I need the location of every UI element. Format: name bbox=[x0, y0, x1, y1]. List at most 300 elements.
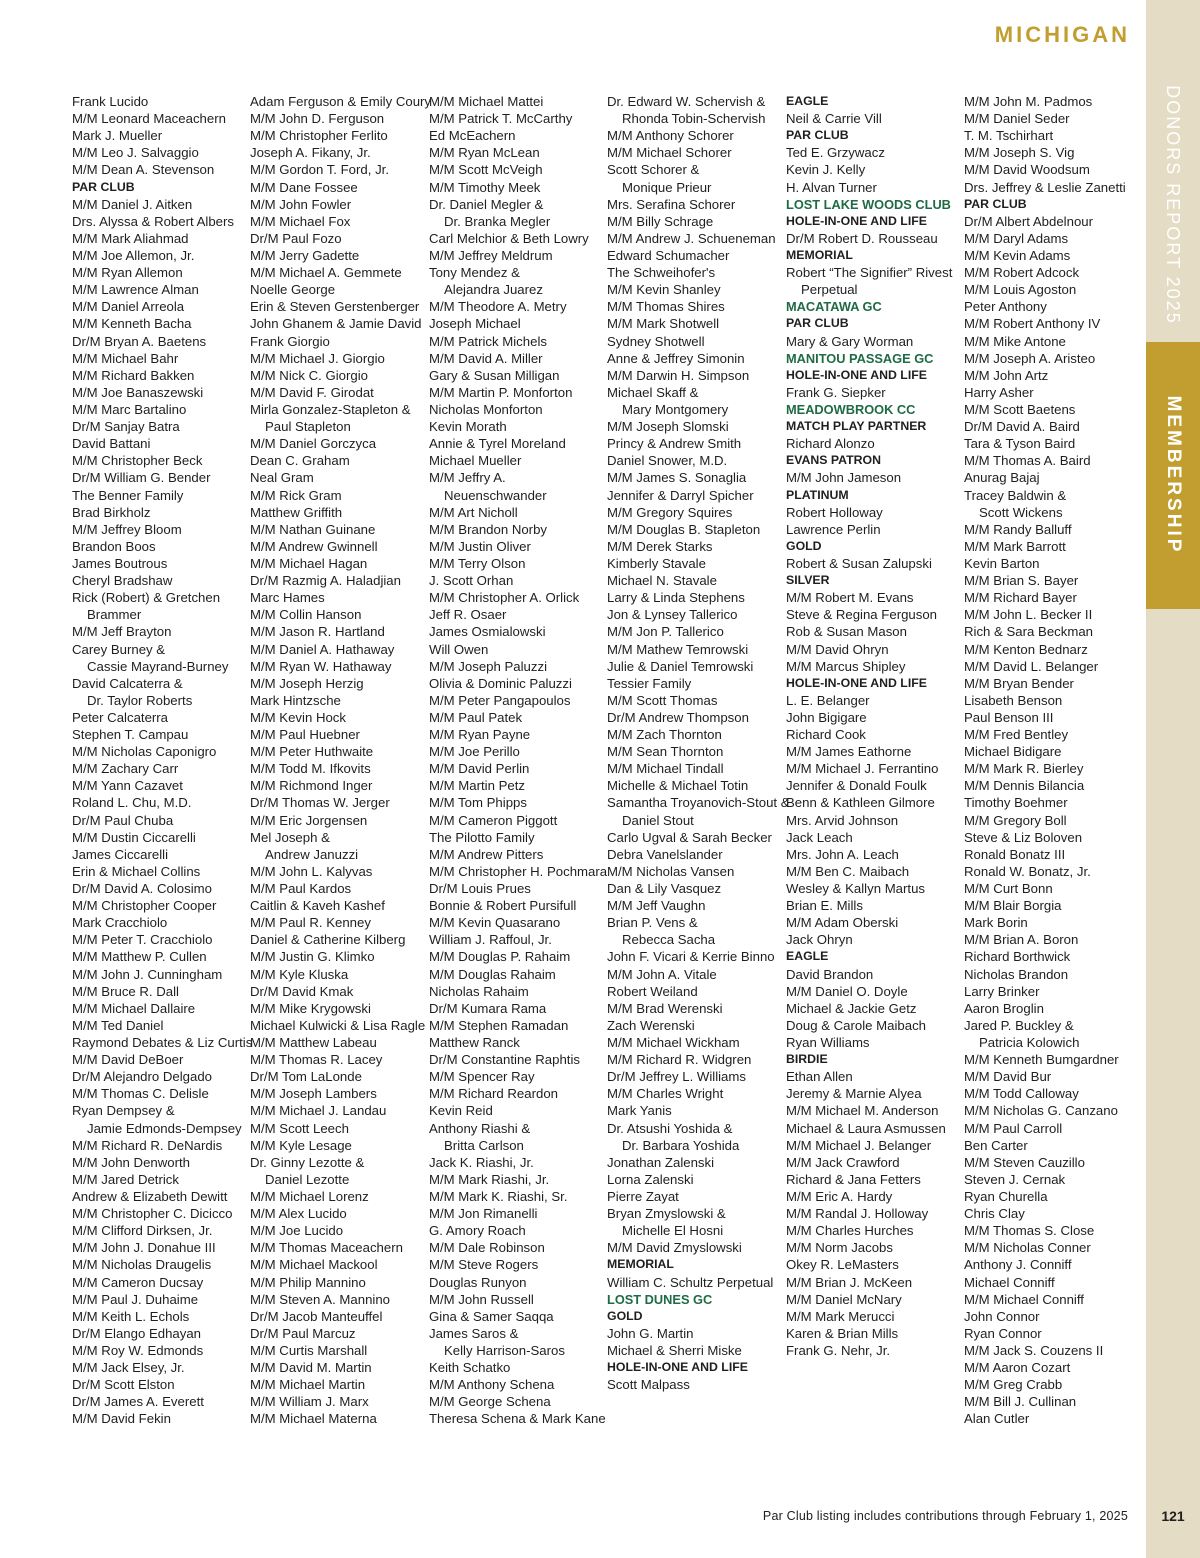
donor-name: G. Amory Roach bbox=[429, 1223, 526, 1239]
donor-name: Mary & Gary Worman bbox=[786, 333, 914, 349]
donor-name: M/M David DeBoer bbox=[72, 1052, 184, 1068]
donor-name: Roland L. Chu, M.D. bbox=[72, 795, 192, 811]
donor-name: Michael & Laura Asmussen bbox=[786, 1120, 946, 1136]
donor-name: M/M Eric Jorgensen bbox=[250, 812, 368, 828]
donor-name: James Osmialowski bbox=[429, 624, 546, 640]
giving-level-heading: EVANS PATRON bbox=[786, 453, 881, 468]
donor-name: M/M Michael Hagan bbox=[250, 555, 368, 571]
donor-name: Ryan Churella bbox=[964, 1189, 1048, 1204]
donor-name: Princy & Andrew Smith bbox=[607, 436, 742, 452]
donor-name: Mark Borin bbox=[964, 915, 1028, 931]
donor-name: M/M Scott McVeigh bbox=[429, 162, 543, 178]
donor-name-continued: Britta Carlson bbox=[444, 1137, 524, 1153]
donor-name: The Schweihofer's bbox=[607, 265, 716, 281]
donor-name: Michael N. Stavale bbox=[607, 573, 717, 589]
donor-name: M/M David M. Martin bbox=[250, 1360, 372, 1376]
donor-name: Michael Mueller bbox=[429, 453, 522, 469]
donor-name: M/M Blair Borgia bbox=[964, 898, 1062, 914]
donor-name: M/M Jack Crawford bbox=[786, 1154, 900, 1170]
donor-name: Rich & Sara Beckman bbox=[964, 624, 1093, 640]
donor-name: M/M Nicholas Vansen bbox=[607, 863, 735, 879]
donor-name: M/M Jeff Vaughn bbox=[607, 898, 706, 914]
donor-name: T. M. Tschirhart bbox=[964, 128, 1054, 144]
donor-name: M/M Paul Carroll bbox=[964, 1120, 1063, 1136]
donor-name: M/M Christopher A. Orlick bbox=[429, 590, 580, 606]
donor-name: Dr. Ginny Lezotte & bbox=[250, 1154, 365, 1170]
donor-name: Dr/M David A. Baird bbox=[964, 419, 1080, 435]
donor-name: M/M Steven Cauzillo bbox=[964, 1154, 1085, 1170]
donor-name: M/M Daniel Arreola bbox=[72, 299, 185, 315]
giving-level-heading: PAR CLUB bbox=[964, 196, 1027, 211]
donor-name: M/M Joe Perillo bbox=[429, 744, 520, 760]
donor-name: Dr/M David Kmak bbox=[250, 983, 354, 999]
donor-name: Dan & Lily Vasquez bbox=[607, 881, 722, 897]
donor-name: Zach Werenski bbox=[607, 1017, 695, 1033]
donor-name: James Boutrous bbox=[72, 555, 168, 571]
donor-name: Dean C. Graham bbox=[250, 453, 350, 469]
donor-name: M/M Scott Thomas bbox=[607, 692, 718, 708]
donor-name: Sydney Shotwell bbox=[607, 333, 705, 349]
donor-name: Peter Calcaterra bbox=[72, 709, 169, 725]
donor-name: Doug & Carole Maibach bbox=[786, 1017, 927, 1033]
donor-name: M/M Peter Huthwaite bbox=[250, 744, 374, 760]
donor-name: M/M Michael J. Belanger bbox=[786, 1137, 932, 1153]
donor-name: M/M Brandon Norby bbox=[429, 521, 547, 537]
donor-name: Gary & Susan Milligan bbox=[429, 367, 560, 383]
donor-name: M/M John M. Padmos bbox=[964, 94, 1093, 109]
donor-name: Nicholas Brandon bbox=[964, 966, 1069, 982]
donor-name: Timothy Boehmer bbox=[964, 795, 1068, 811]
giving-level-heading: MEMORIAL bbox=[607, 1257, 674, 1272]
donor-name: Robert “The Signifier” Rivest bbox=[786, 265, 953, 281]
donor-name: M/M David L. Belanger bbox=[964, 658, 1099, 674]
donor-name: M/M Michael Mattei bbox=[429, 94, 544, 109]
donor-name-continued: Brammer bbox=[87, 607, 142, 623]
donor-name: M/M Thomas R. Lacey bbox=[250, 1052, 383, 1068]
donor-name: M/M Mark Shotwell bbox=[607, 316, 720, 332]
donor-name: M/M Paul Patek bbox=[429, 709, 523, 725]
donor-name: M/M Jason R. Hartland bbox=[250, 624, 385, 640]
donor-name: M/M John J. Donahue III bbox=[72, 1240, 216, 1256]
donor-name: Ryan Dempsey & bbox=[72, 1103, 175, 1119]
donor-name: The Pilotto Family bbox=[429, 829, 535, 845]
donor-name: Steven J. Cernak bbox=[964, 1171, 1066, 1187]
donor-name: M/M Steven A. Mannino bbox=[250, 1291, 391, 1307]
donor-name: Anne & Jeffrey Simonin bbox=[607, 350, 745, 366]
donor-name: Rick (Robert) & Gretchen bbox=[72, 590, 221, 606]
donor-name: Daniel Snower, M.D. bbox=[607, 453, 728, 469]
donor-name: Nicholas Rahaim bbox=[429, 983, 529, 999]
donor-name: Chris Clay bbox=[964, 1206, 1025, 1222]
donor-name: Frank G. Nehr, Jr. bbox=[786, 1342, 891, 1358]
donor-name: M/M Bill J. Cullinan bbox=[964, 1394, 1077, 1410]
donor-name: M/M David Fekin bbox=[72, 1411, 171, 1427]
donor-name: M/M Marc Bartalino bbox=[72, 401, 187, 417]
donor-name: M/M Jeffrey Bloom bbox=[72, 521, 182, 537]
donor-name: M/M Randy Balluff bbox=[964, 521, 1072, 537]
donor-name: Brad Birkholz bbox=[72, 504, 151, 520]
donor-name: Aaron Broglin bbox=[964, 1000, 1044, 1016]
donor-name: M/M Scott Baetens bbox=[964, 401, 1076, 417]
donor-name: Michael & Sherri Miske bbox=[607, 1342, 742, 1358]
donor-name: Michael Conniff bbox=[964, 1274, 1055, 1290]
donor-name: M/M Gregory Squires bbox=[607, 504, 733, 520]
donor-name: M/M Mark K. Riashi, Sr. bbox=[429, 1189, 568, 1204]
donor-name: John G. Martin bbox=[607, 1325, 694, 1341]
donor-name: M/M Michael Wickham bbox=[607, 1035, 740, 1051]
donor-name: Nicholas Monforton bbox=[429, 401, 543, 417]
donor-name: M/M Paul Kardos bbox=[250, 881, 352, 897]
giving-level-heading: HOLE-IN-ONE AND LIFE bbox=[607, 1360, 748, 1375]
donor-name: Drs. Jeffrey & Leslie Zanetti bbox=[964, 179, 1126, 195]
donor-name: M/M Jon Rimanelli bbox=[429, 1206, 538, 1222]
donor-name: M/M Curt Bonn bbox=[964, 881, 1053, 897]
donor-name: M/M Michael Dallaire bbox=[72, 1000, 196, 1016]
donor-name: M/M Kenneth Bacha bbox=[72, 316, 192, 332]
donor-name: M/M Jon P. Tallerico bbox=[607, 624, 724, 640]
donor-name: Frank G. Siepker bbox=[786, 384, 886, 400]
donor-name: M/M Justin G. Klimko bbox=[250, 949, 375, 965]
donor-name: Neal Gram bbox=[250, 470, 314, 486]
donor-name: Debra Vanelslander bbox=[607, 846, 723, 862]
donor-name: M/M Roy W. Edmonds bbox=[72, 1342, 204, 1358]
donor-name-continued: Jamie Edmonds-Dempsey bbox=[87, 1120, 242, 1136]
giving-level-heading: PLATINUM bbox=[786, 487, 849, 502]
donor-name: Anthony Riashi & bbox=[429, 1120, 531, 1136]
donor-name: M/M Andrew J. Schueneman bbox=[607, 230, 776, 246]
donor-name: M/M Michael Mackool bbox=[250, 1257, 378, 1273]
giving-level-heading: EAGLE bbox=[786, 94, 829, 108]
donor-name: David Calcaterra & bbox=[72, 675, 183, 691]
donor-name: Robert Holloway bbox=[786, 504, 883, 520]
donor-name-continued: Michelle El Hosni bbox=[622, 1223, 724, 1239]
donor-name: Mark Yanis bbox=[607, 1103, 672, 1119]
donor-name: Steve & Liz Boloven bbox=[964, 829, 1083, 845]
giving-level-heading: HOLE-IN-ONE AND LIFE bbox=[786, 675, 927, 690]
donor-name: M/M Douglas P. Rahaim bbox=[429, 949, 571, 965]
giving-level-heading: PAR CLUB bbox=[786, 316, 849, 331]
donor-name: M/M Joseph Herzig bbox=[250, 675, 364, 691]
donor-name: Samantha Troyanovich-Stout & bbox=[607, 795, 790, 811]
giving-level-heading: PAR CLUB bbox=[72, 179, 135, 194]
donor-name: Michael Kulwicki & Lisa Ragle bbox=[250, 1017, 426, 1033]
donor-name: M/M David Ohryn bbox=[786, 641, 889, 657]
donor-name-continued: Monique Prieur bbox=[622, 179, 712, 195]
donor-name: M/M Joseph A. Aristeo bbox=[964, 350, 1096, 366]
donor-name: M/M Jeffrey Meldrum bbox=[429, 247, 553, 263]
donor-name: M/M Kevin Hock bbox=[250, 709, 346, 725]
donor-name: M/M Dean A. Stevenson bbox=[72, 162, 215, 178]
donor-name: M/M Daniel A. Hathaway bbox=[250, 641, 395, 657]
donor-name: Erin & Steven Gerstenberger bbox=[250, 299, 420, 315]
donor-name: M/M Kyle Kluska bbox=[250, 966, 349, 982]
donor-name: M/M Michael Bahr bbox=[72, 350, 179, 366]
donor-name: M/M Cameron Piggott bbox=[429, 812, 558, 828]
donor-name: David Battani bbox=[72, 436, 151, 452]
club-heading: MACATAWA GC bbox=[786, 299, 882, 315]
donor-name: M/M Nicholas Conner bbox=[964, 1240, 1091, 1256]
donor-name: Dr/M Constantine Raphtis bbox=[429, 1052, 580, 1068]
donor-name: M/M Jared Detrick bbox=[72, 1171, 179, 1187]
donor-name: M/M Louis Agoston bbox=[964, 282, 1077, 298]
donor-name: Dr/M Paul Fozo bbox=[250, 230, 342, 246]
donor-name: M/M Daniel Gorczyca bbox=[250, 436, 377, 452]
donor-name: Mrs. Arvid Johnson bbox=[786, 812, 899, 828]
donor-name: Neil & Carrie Vill bbox=[786, 111, 882, 127]
donor-name: Dr/M Thomas W. Jerger bbox=[250, 795, 390, 811]
donor-name: M/M Andrew Gwinnell bbox=[250, 538, 378, 554]
donor-name: Olivia & Dominic Paluzzi bbox=[429, 675, 572, 691]
donor-name: M/M Christopher H. Pochmara bbox=[429, 863, 608, 879]
donor-name: Michael Bidigare bbox=[964, 744, 1062, 760]
donor-name: Brandon Boos bbox=[72, 538, 156, 554]
donor-name: M/M John Jameson bbox=[786, 470, 902, 486]
donor-name: M/M Bryan Bender bbox=[964, 675, 1074, 691]
donor-name: Jonathan Zalenski bbox=[607, 1154, 715, 1170]
donor-column-3 bbox=[429, 93, 607, 1428]
donor-name: John Bigigare bbox=[786, 709, 867, 725]
donor-name: Larry & Linda Stephens bbox=[607, 590, 745, 606]
donor-name: M/M Thomas A. Baird bbox=[964, 453, 1091, 469]
donor-name: Will Owen bbox=[429, 641, 489, 657]
donor-name: Brian E. Mills bbox=[786, 898, 863, 914]
donor-name-continued: Daniel Lezotte bbox=[265, 1171, 350, 1187]
donor-name-continued: Neuenschwander bbox=[444, 487, 547, 503]
page-number: 121 bbox=[1161, 1508, 1185, 1524]
donor-name: M/M Nicholas Draugelis bbox=[72, 1257, 212, 1273]
donor-name: M/M John L. Kalyvas bbox=[250, 863, 373, 879]
donor-name: Lawrence Perlin bbox=[786, 521, 881, 537]
donor-name: Richard & Jana Fetters bbox=[786, 1171, 921, 1187]
donor-name: Brian P. Vens & bbox=[607, 915, 698, 931]
donor-name: M/M Joseph Paluzzi bbox=[429, 658, 547, 674]
donor-name: M/M Paul J. Duhaime bbox=[72, 1291, 199, 1307]
donor-name: Dr/M James A. Everett bbox=[72, 1394, 204, 1410]
donor-name: Daniel & Catherine Kilberg bbox=[250, 932, 406, 948]
giving-level-heading: SILVER bbox=[786, 573, 830, 588]
giving-level-heading: PAR CLUB bbox=[786, 128, 849, 143]
giving-level-heading: HOLE-IN-ONE AND LIFE bbox=[786, 213, 927, 228]
donor-name: M/M Marcus Shipley bbox=[786, 658, 906, 674]
donor-name: Drs. Alyssa & Robert Albers bbox=[72, 213, 234, 229]
donor-name: M/M Joe Lucido bbox=[250, 1223, 344, 1239]
donor-name: L. E. Belanger bbox=[786, 692, 870, 708]
donor-name: M/M Jerry Gadette bbox=[250, 247, 360, 263]
donor-name: Dr/M Albert Abdelnour bbox=[964, 213, 1094, 229]
donor-name: M/M Richard Bayer bbox=[964, 590, 1077, 606]
donor-name: Kevin Barton bbox=[964, 555, 1040, 571]
donor-name: M/M Todd M. Ifkovits bbox=[250, 761, 371, 777]
donor-name: Keith Schatko bbox=[429, 1360, 511, 1376]
donor-name: M/M Kenneth Bumgardner bbox=[964, 1052, 1119, 1068]
donor-name: James Ciccarelli bbox=[72, 846, 168, 862]
donor-column-6 bbox=[964, 93, 1126, 1428]
donor-name: M/M John D. Ferguson bbox=[250, 111, 385, 127]
donor-name: Lisabeth Benson bbox=[964, 692, 1063, 708]
donor-name: Carl Melchior & Beth Lowry bbox=[429, 230, 589, 246]
donor-name: Raymond Debates & Liz Curtis bbox=[72, 1035, 253, 1051]
donor-name: Tony Mendez & bbox=[429, 265, 520, 281]
donor-column-5 bbox=[786, 93, 952, 1359]
donor-name: Tracey Baldwin & bbox=[964, 487, 1067, 503]
donor-name: M/M Michael Martin bbox=[250, 1377, 366, 1393]
donor-name: M/M Douglas B. Stapleton bbox=[607, 521, 761, 537]
donor-column-4 bbox=[607, 93, 790, 1393]
donor-name: M/M Charles Hurches bbox=[786, 1223, 914, 1239]
donor-name: M/M Dennis Bilancia bbox=[964, 778, 1085, 794]
donor-name: Marc Hames bbox=[250, 590, 325, 606]
donor-name: M/M Spencer Ray bbox=[429, 1069, 535, 1085]
donor-name: Dr/M Jacob Manteuffel bbox=[250, 1308, 383, 1324]
donor-name: M/M Keith L. Echols bbox=[72, 1308, 190, 1324]
donor-name: Caitlin & Kaveh Kashef bbox=[250, 898, 385, 914]
club-heading: MANITOU PASSAGE GC bbox=[786, 350, 934, 366]
donor-name: M/M Yann Cazavet bbox=[72, 778, 183, 794]
donor-name: M/M Jeffry A. bbox=[429, 470, 506, 486]
donor-name: M/M Michael Fox bbox=[250, 213, 351, 229]
donor-name: Ben Carter bbox=[964, 1137, 1028, 1153]
donor-name: M/M Darwin H. Simpson bbox=[607, 367, 750, 383]
donor-name: M/M Kevin Adams bbox=[964, 247, 1071, 263]
donor-name: M/M Matthew Labeau bbox=[250, 1035, 377, 1051]
donor-name: Harry Asher bbox=[964, 384, 1034, 400]
donor-name: M/M Timothy Meek bbox=[429, 179, 541, 195]
section-title: MEMBERSHIP bbox=[1163, 395, 1184, 555]
donor-name: Wesley & Kallyn Martus bbox=[786, 881, 926, 897]
donor-name: M/M Christopher Ferlito bbox=[250, 128, 388, 144]
donor-name: Ryan Connor bbox=[964, 1325, 1042, 1341]
donor-name: M/M Greg Crabb bbox=[964, 1377, 1063, 1393]
donor-name: M/M Mark Barrott bbox=[964, 538, 1066, 554]
donor-name: M/M Scott Leech bbox=[250, 1120, 349, 1136]
club-heading: LOST DUNES GC bbox=[607, 1291, 713, 1307]
donor-name: M/M Kevin Quasarano bbox=[429, 915, 561, 931]
donor-name: Douglas Runyon bbox=[429, 1274, 527, 1290]
club-heading: MEADOWBROOK CC bbox=[786, 401, 916, 417]
donor-name: M/M Michael Lorenz bbox=[250, 1189, 369, 1204]
donor-name: Dr/M Alejandro Delgado bbox=[72, 1069, 213, 1085]
donor-name: M/M Joseph S. Vig bbox=[964, 145, 1075, 161]
giving-level-heading: BIRDIE bbox=[786, 1052, 828, 1067]
donor-name: M/M Joseph Slomski bbox=[607, 419, 729, 435]
donor-name: Dr. Daniel Megler & bbox=[429, 196, 544, 212]
donor-name: M/M Paul R. Kenney bbox=[250, 915, 371, 931]
donor-name: John Ghanem & Jamie David bbox=[250, 316, 422, 332]
donor-name-continued: Cassie Mayrand-Burney bbox=[87, 658, 229, 674]
donor-name: M/M John A. Vitale bbox=[607, 966, 717, 982]
donor-name: Dr/M Elango Edhayan bbox=[72, 1325, 202, 1341]
donor-name-continued: Perpetual bbox=[801, 282, 858, 298]
donor-name: M/M Mark Merucci bbox=[786, 1308, 895, 1324]
donor-name: Paul Benson III bbox=[964, 709, 1054, 725]
donor-name: M/M Bruce R. Dall bbox=[72, 983, 179, 999]
donor-name: M/M Brad Werenski bbox=[607, 1000, 723, 1016]
donor-name: Edward Schumacher bbox=[607, 247, 730, 263]
donor-name: Julie & Daniel Temrowski bbox=[607, 658, 754, 674]
donor-name: M/M Nathan Guinane bbox=[250, 521, 376, 537]
donor-name: M/M Anthony Schorer bbox=[607, 128, 734, 144]
donor-name: Mirla Gonzalez-Stapleton & bbox=[250, 401, 411, 417]
donor-name: Jack Leach bbox=[786, 829, 853, 845]
donor-name: Bryan Zmyslowski & bbox=[607, 1206, 726, 1222]
donor-column-1 bbox=[72, 93, 252, 1428]
donor-name: M/M Michael J. Giorgio bbox=[250, 350, 385, 366]
donor-name: Carlo Ugval & Sarah Becker bbox=[607, 829, 772, 845]
donor-name: Noelle George bbox=[250, 282, 336, 298]
donor-name: Dr/M Razmig A. Haladjian bbox=[250, 573, 401, 589]
donor-name: M/M Ted Daniel bbox=[72, 1017, 164, 1033]
donor-name-continued: Mary Montgomery bbox=[622, 401, 729, 417]
donor-name: Steve & Regina Ferguson bbox=[786, 607, 938, 623]
giving-level-heading: EAGLE bbox=[786, 949, 829, 964]
giving-level-heading: HOLE-IN-ONE AND LIFE bbox=[786, 367, 927, 382]
donor-name: M/M Peter T. Cracchiolo bbox=[72, 932, 213, 948]
donor-name: M/M Michael Conniff bbox=[964, 1291, 1084, 1307]
donor-name: M/M Dale Robinson bbox=[429, 1240, 545, 1256]
donor-name: Jack Ohryn bbox=[786, 932, 853, 948]
donor-name: M/M George Schena bbox=[429, 1394, 551, 1410]
donor-name: Dr/M Jeffrey L. Williams bbox=[607, 1069, 746, 1085]
donor-name: Peter Anthony bbox=[964, 299, 1047, 315]
donor-name: Kevin Morath bbox=[429, 419, 507, 435]
donor-name: M/M William J. Marx bbox=[250, 1394, 369, 1410]
donor-name: M/M Zach Thornton bbox=[607, 727, 722, 743]
donor-name: M/M John J. Cunningham bbox=[72, 966, 223, 982]
donor-name: M/M Ryan Payne bbox=[429, 727, 531, 743]
donor-name: M/M Michael A. Gemmete bbox=[250, 265, 402, 281]
club-heading: LOST LAKE WOODS CLUB bbox=[786, 196, 951, 212]
donor-name: William C. Schultz Perpetual bbox=[607, 1274, 774, 1290]
donor-name: M/M Adam Oberski bbox=[786, 915, 899, 931]
donor-name: M/M Ryan Allemon bbox=[72, 265, 183, 281]
donor-name: M/M Billy Schrage bbox=[607, 213, 714, 229]
donor-name-continued: Andrew Januzzi bbox=[265, 846, 359, 862]
donor-name: M/M Jeff Brayton bbox=[72, 624, 172, 640]
donor-name: M/M John Denworth bbox=[72, 1154, 190, 1170]
donor-name: M/M Anthony Schena bbox=[429, 1377, 555, 1393]
donor-name: Scott Malpass bbox=[607, 1377, 690, 1393]
donor-name: Dr/M Sanjay Batra bbox=[72, 419, 180, 435]
report-title: DONORS REPORT 2025 bbox=[1163, 85, 1184, 325]
donor-name: M/M Norm Jacobs bbox=[786, 1240, 893, 1256]
donor-name: M/M Joe Allemon, Jr. bbox=[72, 247, 195, 263]
donor-name: M/M Michael Tindall bbox=[607, 761, 724, 777]
donor-name: M/M John Artz bbox=[964, 367, 1049, 383]
donor-name: Dr. Atsushi Yoshida & bbox=[607, 1120, 733, 1136]
donor-name: Matthew Griffith bbox=[250, 504, 343, 520]
donor-name: Jeff R. Osaer bbox=[429, 607, 507, 623]
donor-name: M/M Robert Anthony IV bbox=[964, 316, 1101, 332]
donor-name: Dr/M Paul Chuba bbox=[72, 812, 174, 828]
donor-name: M/M Brian J. McKeen bbox=[786, 1274, 913, 1290]
donor-name: M/M Alex Lucido bbox=[250, 1206, 347, 1222]
donor-name: M/M Stephen Ramadan bbox=[429, 1017, 569, 1033]
donor-name: M/M Brian A. Boron bbox=[964, 932, 1079, 948]
donor-name: M/M Christopher Beck bbox=[72, 453, 203, 469]
donor-name: Jennifer & Darryl Spicher bbox=[607, 487, 754, 503]
donor-name: Rob & Susan Mason bbox=[786, 624, 907, 640]
donor-name: Bonnie & Robert Pursifull bbox=[429, 898, 577, 914]
donor-name: Michael & Jackie Getz bbox=[786, 1000, 917, 1016]
donor-name: M/M Richmond Inger bbox=[250, 778, 373, 794]
donor-name: Benn & Kathleen Gilmore bbox=[786, 795, 935, 811]
donor-name: Dr/M Andrew Thompson bbox=[607, 709, 749, 725]
donor-name: Erin & Michael Collins bbox=[72, 863, 201, 879]
donor-name: Alan Cutler bbox=[964, 1411, 1030, 1427]
donor-name: M/M Peter Pangapoulos bbox=[429, 692, 571, 708]
donor-name: Mark J. Mueller bbox=[72, 128, 163, 144]
giving-level-heading: GOLD bbox=[786, 538, 822, 553]
